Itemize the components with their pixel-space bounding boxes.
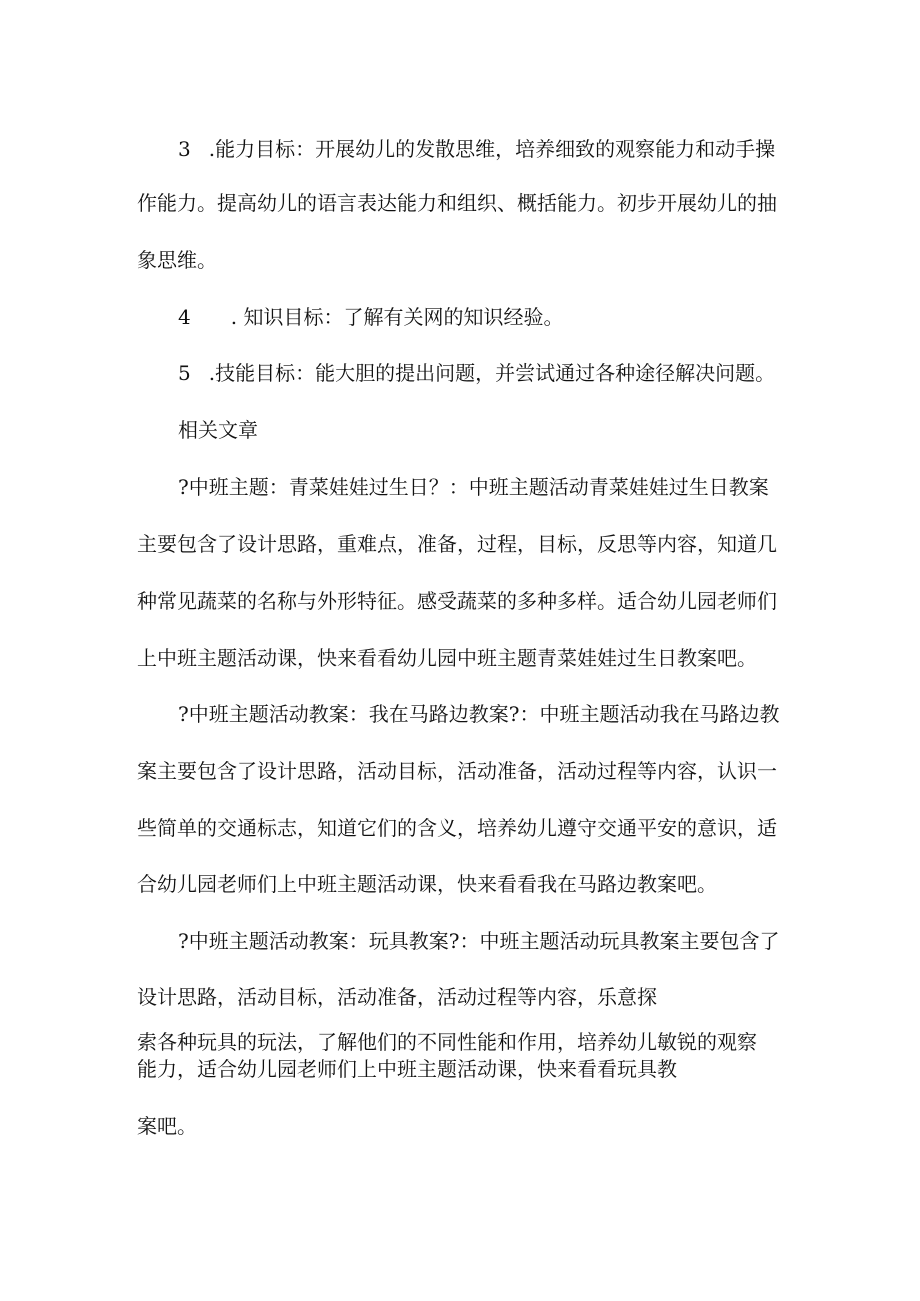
article-1-line-1: ?中班主题：青菜娃娃过生日？：中班主题活动青菜娃娃过生日教案 — [178, 475, 769, 499]
item-number: 4 — [178, 305, 191, 329]
article-2-line-3: 些简单的交通标志，知道它们的含义，培养幼儿遵守交通平安的意识，适 — [137, 816, 777, 840]
item-number: 3 — [178, 137, 191, 161]
item-text: .能力目标：开展幼儿的发散思维，培养细致的观察能力和动手操 — [208, 137, 776, 161]
objective-skill-line — [178, 361, 775, 385]
article-1-line-4: 上中班主题活动课，快来看看幼儿园中班主题青菜娃娃过生日教案吧。 — [137, 646, 757, 670]
item-text: .技能目标：能大胆的提出问题，并尝试通过各种途径解决问题。 — [208, 361, 776, 385]
article-3-line-5: 案吧。 — [137, 1114, 197, 1138]
article-1-line-2: 主要包含了设计思路，重难点，准备，过程，目标，反思等内容，知道几 — [137, 532, 777, 556]
article-3-line-1: ?中班主题活动教案：玩具教案?：中班主题活动玩具教案主要包含了 — [178, 929, 780, 953]
objective-ability-line-2: 作能力。提高幼儿的语言表达能力和组织、概括能力。初步开展幼儿的抽 — [137, 191, 777, 215]
article-2-line-1: ?中班主题活动教案：我在马路边教案?：中班主题活动我在马路边教 — [178, 702, 780, 726]
objective-knowledge-line — [178, 305, 563, 329]
objective-ability-line-3: 象思维。 — [137, 248, 217, 272]
article-2-line-2: 案主要包含了设计思路，活动目标，活动准备，活动过程等内容，认识一 — [137, 759, 777, 783]
article-3-line-4: 能力，适合幼儿园老师们上中班主题活动课，快来看看玩具教 — [137, 1057, 677, 1081]
related-articles-heading: 相关文章 — [178, 418, 258, 442]
article-3-line-3: 索各种玩具的玩法，了解他们的不同性能和作用，培养幼儿敏锐的观察 — [137, 1030, 757, 1054]
article-3-line-2: 设计思路，活动目标，活动准备，活动过程等内容，乐意探 — [137, 985, 657, 1009]
item-number: 5 — [178, 361, 191, 385]
item-text: . 知识目标：了解有关网的知识经验。 — [230, 305, 564, 329]
article-1-line-3: 种常见蔬菜的名称与外形特征。感受蔬菜的多种多样。适合幼儿园老师们 — [137, 589, 777, 613]
article-2-line-4: 合幼儿园老师们上中班主题活动课，快来看看我在马路边教案吧。 — [137, 872, 717, 896]
objective-ability-line-1 — [178, 137, 775, 161]
